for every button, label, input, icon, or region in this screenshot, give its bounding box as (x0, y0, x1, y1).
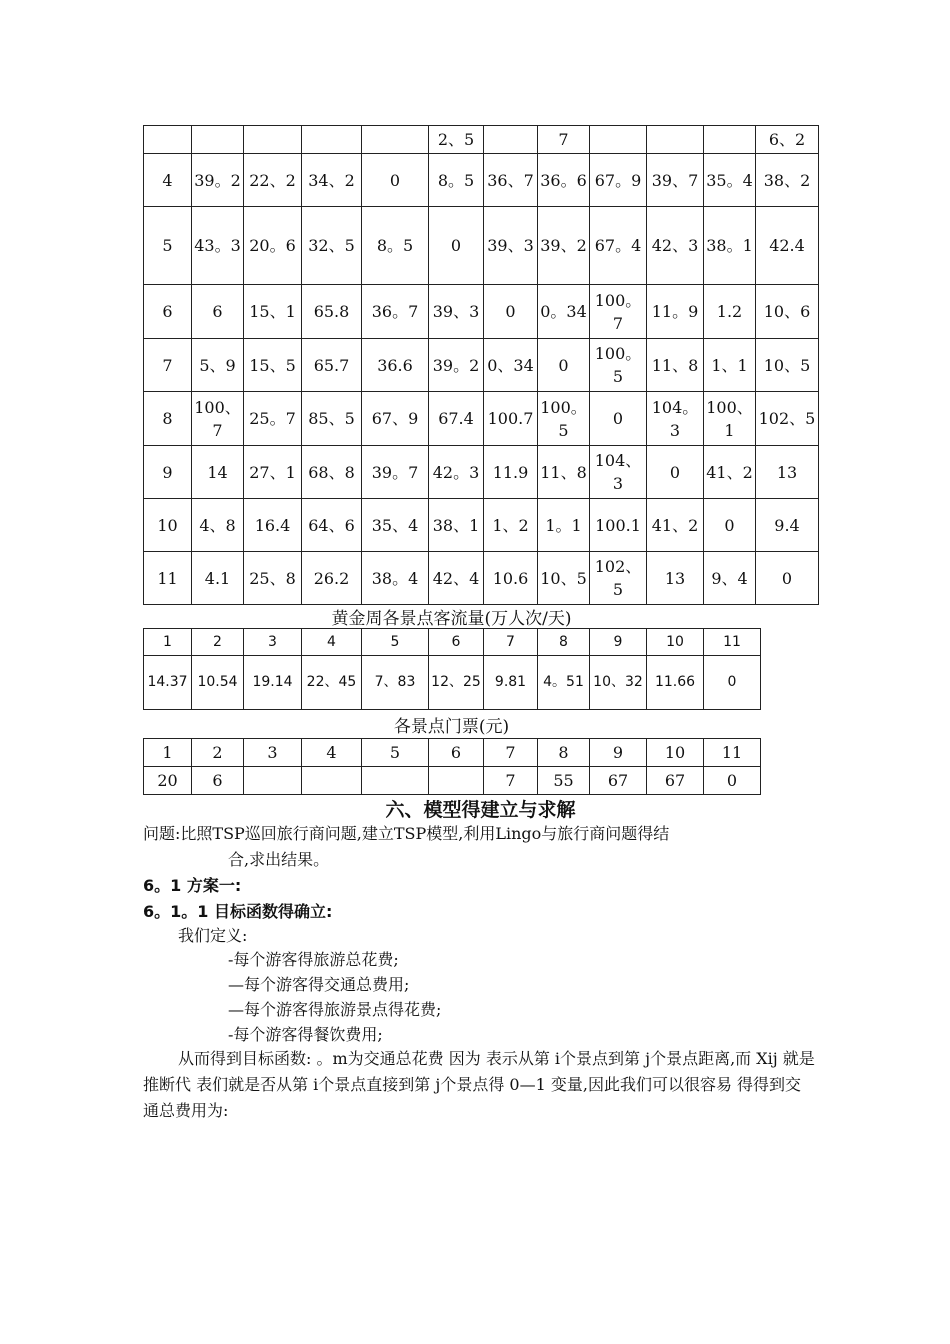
distance-cell: 22、2 (244, 154, 302, 207)
ticket-header-cell: 6 (429, 739, 484, 767)
flow-header-cell: 7 (484, 629, 538, 656)
ticket-header-cell: 4 (302, 739, 362, 767)
ticket-value-cell: 0 (704, 767, 761, 795)
distance-cell: 42、4 (429, 552, 484, 605)
distance-cell: 38。4 (362, 552, 429, 605)
distance-cell: 36.6 (362, 339, 429, 392)
distance-row-label: 7 (144, 339, 192, 392)
distance-cell: 10.6 (484, 552, 538, 605)
ticket-header-cell: 5 (362, 739, 429, 767)
distance-cell: 11、8 (647, 339, 704, 392)
distance-cell: 15、5 (244, 339, 302, 392)
distance-cell: 34、2 (302, 154, 362, 207)
flow-header-cell: 11 (704, 629, 761, 656)
flow-value-cell: 0 (704, 656, 761, 710)
distance-cell: 39、3 (484, 207, 538, 285)
flow-value-cell: 14.37 (144, 656, 192, 710)
distance-row-label: 8 (144, 392, 192, 446)
distance-cell: 6、2 (756, 126, 819, 154)
distance-cell: 4、8 (192, 499, 244, 552)
distance-cell: 36。6 (538, 154, 590, 207)
distance-cell: 27、1 (244, 446, 302, 499)
distance-cell: 0 (647, 446, 704, 499)
distance-cell: 104、3 (590, 446, 647, 499)
distance-cell: 0 (704, 499, 756, 552)
distance-cell: 11.9 (484, 446, 538, 499)
flow-value-cell: 4。51 (538, 656, 590, 710)
distance-cell: 14 (192, 446, 244, 499)
objective-subheading: 6。1。1 目标函数得确立: (143, 902, 333, 921)
distance-cell: 13 (647, 552, 704, 605)
distance-cell: 11、8 (538, 446, 590, 499)
distance-cell: 0 (756, 552, 819, 605)
ticket-table (143, 738, 761, 795)
flow-header-cell: 5 (362, 629, 429, 656)
flow-header-cell: 2 (192, 629, 244, 656)
distance-cell: 100、7 (192, 392, 244, 446)
distance-cell: 100。5 (538, 392, 590, 446)
distance-cell: 10、5 (756, 339, 819, 392)
distance-cell: 102、5 (590, 552, 647, 605)
distance-table-row (144, 285, 819, 339)
distance-cell (192, 126, 244, 154)
ticket-header-cell: 1 (144, 739, 192, 767)
flow-header-row (144, 629, 761, 656)
distance-cell: 85、5 (302, 392, 362, 446)
flow-value-cell: 12、25 (429, 656, 484, 710)
distance-cell (244, 126, 302, 154)
distance-cell: 15、1 (244, 285, 302, 339)
distance-cell: 42。3 (429, 446, 484, 499)
ticket-value-cell: 67 (647, 767, 704, 795)
definition-item: —每个游客得旅游景点得花费; (228, 1000, 442, 1019)
distance-cell: 1、2 (484, 499, 538, 552)
distance-cell: 10、5 (538, 552, 590, 605)
distance-cell: 8。5 (429, 154, 484, 207)
ticket-value-cell (244, 767, 302, 795)
distance-cell: 0 (590, 392, 647, 446)
distance-cell: 39、3 (429, 285, 484, 339)
distance-cell: 8。5 (362, 207, 429, 285)
ticket-value-cell: 67 (590, 767, 647, 795)
distance-cell: 39、7 (647, 154, 704, 207)
problem-statement-line2: 合,求出结果。 (228, 850, 330, 869)
distance-cell: 41、2 (647, 499, 704, 552)
distance-table (143, 125, 819, 605)
distance-cell: 25。7 (244, 392, 302, 446)
distance-cell: 42、3 (647, 207, 704, 285)
ticket-header-row (144, 739, 761, 767)
distance-table-row (144, 446, 819, 499)
flow-header-cell: 8 (538, 629, 590, 656)
distance-cell: 5、9 (192, 339, 244, 392)
distance-cell: 1。1 (538, 499, 590, 552)
ticket-header-cell: 11 (704, 739, 761, 767)
ticket-value-cell: 7 (484, 767, 538, 795)
distance-row-label: 9 (144, 446, 192, 499)
distance-cell: 6 (192, 285, 244, 339)
definition-intro: 我们定义: (178, 926, 248, 945)
distance-row-label: 5 (144, 207, 192, 285)
distance-cell: 0 (362, 154, 429, 207)
distance-row-label: 10 (144, 499, 192, 552)
ticket-value-cell: 55 (538, 767, 590, 795)
flow-value-cell: 7、83 (362, 656, 429, 710)
distance-table-row (144, 552, 819, 605)
distance-cell: 0 (429, 207, 484, 285)
distance-cell (704, 126, 756, 154)
distance-cell: 100.1 (590, 499, 647, 552)
ticket-header-cell: 10 (647, 739, 704, 767)
distance-cell: 39、2 (538, 207, 590, 285)
ticket-value-cell (302, 767, 362, 795)
distance-cell: 67。4 (590, 207, 647, 285)
flow-table (143, 628, 761, 710)
distance-cell: 36、7 (484, 154, 538, 207)
distance-row-label: 4 (144, 154, 192, 207)
distance-cell: 38、1 (429, 499, 484, 552)
ticket-header-cell: 2 (192, 739, 244, 767)
section-title: 六、模型得建立与求解 (385, 799, 576, 821)
distance-cell (647, 126, 704, 154)
flow-value-row (144, 656, 761, 710)
ticket-table-caption: 各景点门票(元) (393, 717, 510, 737)
distance-cell (302, 126, 362, 154)
distance-table-row (144, 207, 819, 285)
distance-cell: 39。2 (429, 339, 484, 392)
distance-cell: 68、8 (302, 446, 362, 499)
flow-header-cell: 3 (244, 629, 302, 656)
distance-cell: 39。7 (362, 446, 429, 499)
distance-table-row (144, 499, 819, 552)
distance-cell: 39。2 (192, 154, 244, 207)
distance-cell: 100.7 (484, 392, 538, 446)
distance-table-row (144, 154, 819, 207)
distance-cell: 100。7 (590, 285, 647, 339)
flow-value-cell: 9.81 (484, 656, 538, 710)
ticket-value-cell (362, 767, 429, 795)
distance-cell: 7 (538, 126, 590, 154)
distance-cell: 42.4 (756, 207, 819, 285)
distance-cell (484, 126, 538, 154)
distance-cell: 20。6 (244, 207, 302, 285)
distance-cell: 100。5 (590, 339, 647, 392)
distance-cell: 67.4 (429, 392, 484, 446)
distance-cell (590, 126, 647, 154)
distance-cell: 0 (484, 285, 538, 339)
definition-item: -每个游客得餐饮费用; (228, 1025, 383, 1044)
distance-cell: 65.8 (302, 285, 362, 339)
definition-item: -每个游客得旅游总花费; (228, 950, 399, 969)
distance-table-row (144, 392, 819, 446)
ticket-header-cell: 9 (590, 739, 647, 767)
distance-cell: 41、2 (704, 446, 756, 499)
distance-cell: 35。4 (704, 154, 756, 207)
distance-row-label (144, 126, 192, 154)
distance-cell: 1.2 (704, 285, 756, 339)
distance-cell: 4.1 (192, 552, 244, 605)
distance-row-label: 6 (144, 285, 192, 339)
distance-cell: 0 (538, 339, 590, 392)
distance-cell (362, 126, 429, 154)
ticket-value-cell: 6 (192, 767, 244, 795)
distance-cell: 1、1 (704, 339, 756, 392)
distance-cell: 2、5 (429, 126, 484, 154)
distance-cell: 32、5 (302, 207, 362, 285)
distance-row-label: 11 (144, 552, 192, 605)
distance-cell: 26.2 (302, 552, 362, 605)
distance-cell: 10、6 (756, 285, 819, 339)
problem-statement-line1: 问题:比照TSP巡回旅行商问题,建立TSP模型,利用Lingo与旅行商问题得结 (143, 824, 670, 843)
distance-cell: 0、34 (484, 339, 538, 392)
distance-cell: 36。7 (362, 285, 429, 339)
flow-table-caption: 黄金周各景点客流量(万人次/天) (331, 609, 572, 629)
distance-cell: 64、6 (302, 499, 362, 552)
distance-cell: 35、4 (362, 499, 429, 552)
flow-value-cell: 11.66 (647, 656, 704, 710)
distance-table-row (144, 126, 819, 154)
flow-header-cell: 10 (647, 629, 704, 656)
flow-value-cell: 19.14 (244, 656, 302, 710)
distance-cell: 0。34 (538, 285, 590, 339)
flow-value-cell: 10.54 (192, 656, 244, 710)
distance-cell: 102、5 (756, 392, 819, 446)
distance-cell: 67。9 (590, 154, 647, 207)
flow-header-cell: 1 (144, 629, 192, 656)
flow-header-cell: 4 (302, 629, 362, 656)
plan-heading: 6。1 方案一: (143, 876, 242, 895)
flow-value-cell: 22、45 (302, 656, 362, 710)
distance-cell: 25、8 (244, 552, 302, 605)
distance-cell: 38。1 (704, 207, 756, 285)
ticket-header-cell: 3 (244, 739, 302, 767)
distance-table-row (144, 339, 819, 392)
distance-cell: 38、2 (756, 154, 819, 207)
flow-header-cell: 6 (429, 629, 484, 656)
distance-cell: 100、1 (704, 392, 756, 446)
objective-paragraph: 从而得到目标函数: 。m为交通总花费 因为 表示从第 i个景点到第 j个景点距离,而 Xij 就是推断代 表们就是否从第 i个景点直接到第 j个景点得 0—1 变量,因此我们可以很容易 得得到交通总费用为: (143, 1049, 815, 1120)
ticket-header-cell: 8 (538, 739, 590, 767)
distance-cell: 13 (756, 446, 819, 499)
ticket-header-cell: 7 (484, 739, 538, 767)
distance-cell: 65.7 (302, 339, 362, 392)
flow-value-cell: 10、32 (590, 656, 647, 710)
ticket-value-cell (429, 767, 484, 795)
distance-cell: 11。9 (647, 285, 704, 339)
ticket-value-row (144, 767, 761, 795)
distance-cell: 104。3 (647, 392, 704, 446)
distance-cell: 67、9 (362, 392, 429, 446)
ticket-value-cell: 20 (144, 767, 192, 795)
distance-cell: 43。3 (192, 207, 244, 285)
distance-cell: 16.4 (244, 499, 302, 552)
distance-cell: 9.4 (756, 499, 819, 552)
distance-cell: 9、4 (704, 552, 756, 605)
flow-header-cell: 9 (590, 629, 647, 656)
definition-item: —每个游客得交通总费用; (228, 975, 410, 994)
